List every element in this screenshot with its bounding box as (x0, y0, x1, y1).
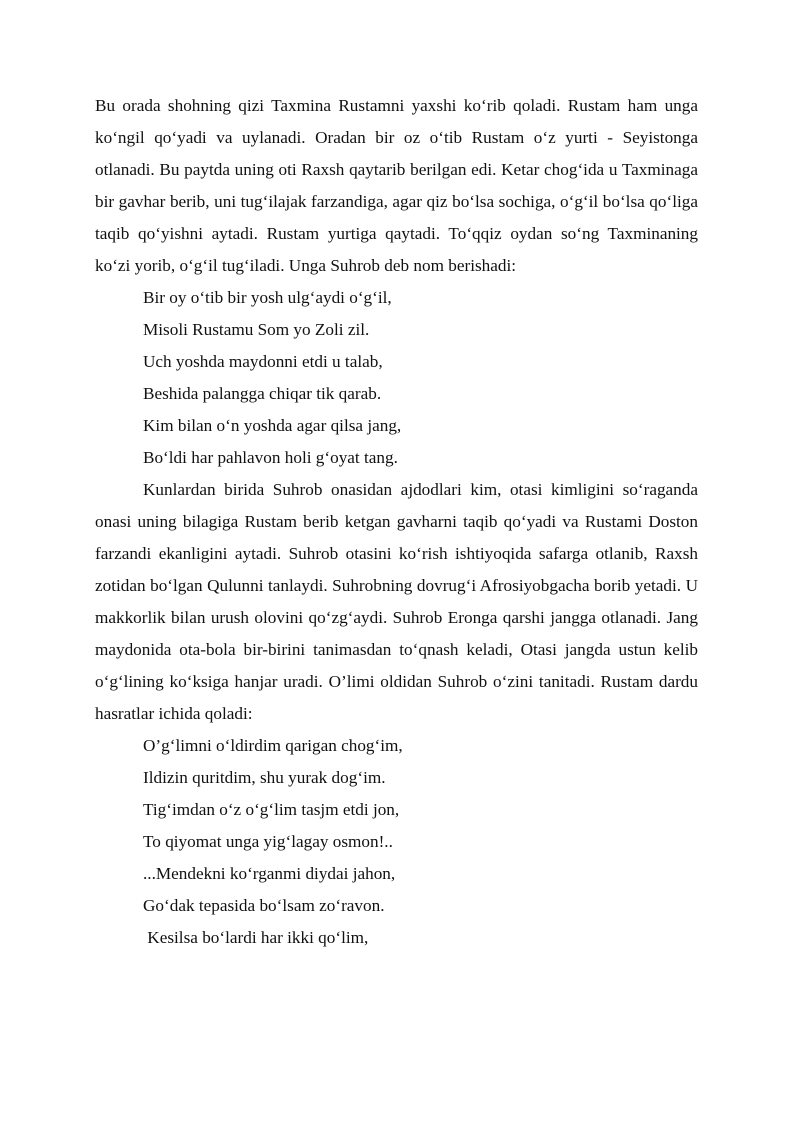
verse-line: O’g‘limni o‘ldirdim qarigan chog‘im, (143, 736, 403, 755)
paragraph: Kunlardan birida Suhrob onasidan ajdodlari kim, otasi kimligini so‘raganda onasi uning bilagiga Rustam berib ketgan gavharni taqib qo‘yadi va Rustami Doston farzandi ekanligini aytadi. Suhrob otasini ko‘rish ishtiyoqida safarga otlanib, Raxsh zotidan bo‘lgan Qulunni tanlaydi. Suhrobning dovrug‘i Afrosiyobgacha borib yetadi. U makkorlik bilan urush olovini qo‘zg‘aydi. Suhrob Eronga qarshi jangga otlanadi. Jang maydonida ota-bola bir-birini tanimasdan to‘qnash keladi, Otasi jangda ustun kelib o‘g‘lining ko‘ksiga hanjar uradi. O’limi oldidan Suhrob o‘zini tanitadi. Rustam dardu hasratlar ichida qoladi: (95, 480, 698, 723)
document-body (95, 90, 698, 954)
verse-line: Go‘dak tepasida bo‘lsam zo‘ravon. (143, 896, 385, 915)
verse-line: Tig‘imdan o‘z o‘g‘lim tasjm etdi jon, (143, 800, 400, 819)
verse-line: Kim bilan o‘n yoshda agar qilsa jang, (143, 416, 402, 435)
verse-line: To qiyomat unga yig‘lagay osmon!.. (143, 832, 393, 851)
verse-line: Misoli Rustamu Som yo Zoli zil. (143, 320, 370, 339)
verse-line: Bo‘ldi har pahlavon holi g‘oyat tang. (143, 448, 398, 467)
verse-line: Kesilsa bo‘lardi har ikki qo‘lim, (143, 928, 369, 947)
verse-line: Bir oy o‘tib bir yosh ulg‘aydi o‘g‘il, (143, 288, 392, 307)
paragraph: Bu orada shohning qizi Taxmina Rustamni yaxshi ko‘rib qoladi. Rustam ham unga ko‘ngil qo‘yadi va uylanadi. Oradan bir oz o‘tib Rustam o‘z yurti - Seyistonga otlanadi. Bu paytda uning oti Raxsh qaytarib berilgan edi. Ketar chog‘ida u Taxminaga bir gavhar berib, uni tug‘ilajak farzandiga, agar qiz bo‘lsa sochiga, o‘g‘il bo‘lsa qo‘liga taqib qo‘yishni aytadi. Rustam yurtiga qaytadi. To‘qqiz oydan so‘ng Taxminaning ko‘zi yorib, o‘g‘il tug‘iladi. Unga Suhrob deb nom berishadi: (95, 96, 698, 275)
verse-line: Ildizin quritdim, shu yurak dog‘im. (143, 768, 386, 787)
verse-line: Beshida palangga chiqar tik qarab. (143, 384, 382, 403)
verse-line: Uch yoshda maydonni etdi u talab, (143, 352, 383, 371)
verse-line: ...Mendekni ko‘rganmi diydai jahon, (143, 864, 396, 883)
